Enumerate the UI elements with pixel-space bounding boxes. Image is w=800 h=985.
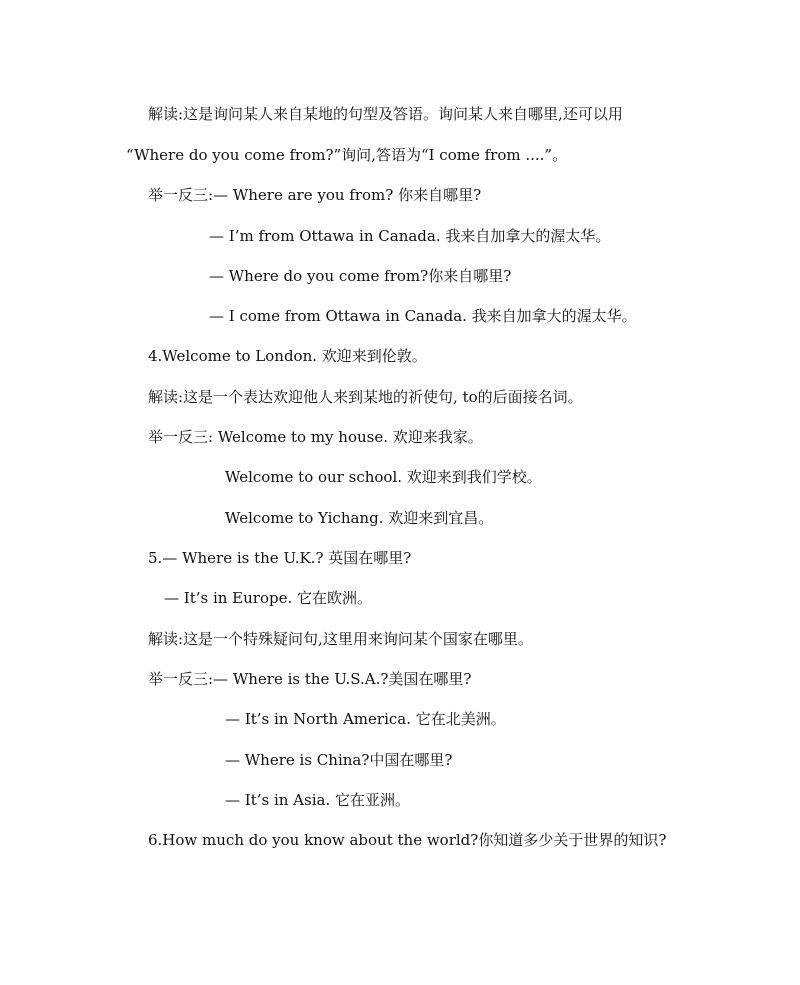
text-line-18: — It’s in Asia. 它在亚洲。 (225, 791, 410, 809)
text-line-13: — It’s in Europe. 它在欧洲。 (164, 589, 373, 607)
text-line-3: 举一反三:— Where are you from? 你来自哪里? (148, 186, 482, 204)
text-line-17: — Where is China?中国在哪里? (225, 751, 453, 769)
text-line-5: — Where do you come from?你来自哪里? (209, 267, 512, 285)
text-line-14: 解读:这是一个特殊疑问句,这里用来询问某个国家在哪里。 (148, 630, 533, 648)
text-line-15: 举一反三:— Where is the U.S.A.?美国在哪里? (148, 670, 472, 688)
text-line-4: — I’m from Ottawa in Canada. 我来自加拿大的渥太华。 (209, 227, 611, 245)
text-line-7: 4.Welcome to London. 欢迎来到伦敦。 (148, 347, 427, 365)
text-line-10: Welcome to our school. 欢迎来到我们学校。 (225, 468, 542, 486)
text-line-12: 5.— Where is the U.K.? 英国在哪里? (148, 549, 412, 567)
text-line-1: 解读:这是询问某人来自某地的句型及答语。询问某人来自哪里,还可以用 (148, 105, 623, 123)
text-line-9: 举一反三: Welcome to my house. 欢迎来我家。 (148, 428, 483, 446)
text-line-19: 6.How much do you know about the world?你知道多少关于世界的知识? (148, 831, 667, 849)
text-line-6: — I come from Ottawa in Canada. 我来自加拿大的渥太华。 (209, 307, 637, 325)
text-line-16: — It’s in North America. 它在北美洲。 (225, 710, 506, 728)
text-line-2: “Where do you come from?”询问,答语为“I come from ....”。 (126, 146, 568, 164)
text-line-11: Welcome to Yichang. 欢迎来到宜昌。 (225, 509, 494, 527)
text-line-8: 解读:这是一个表达欢迎他人来到某地的祈使句, to的后面接名词。 (148, 388, 583, 406)
